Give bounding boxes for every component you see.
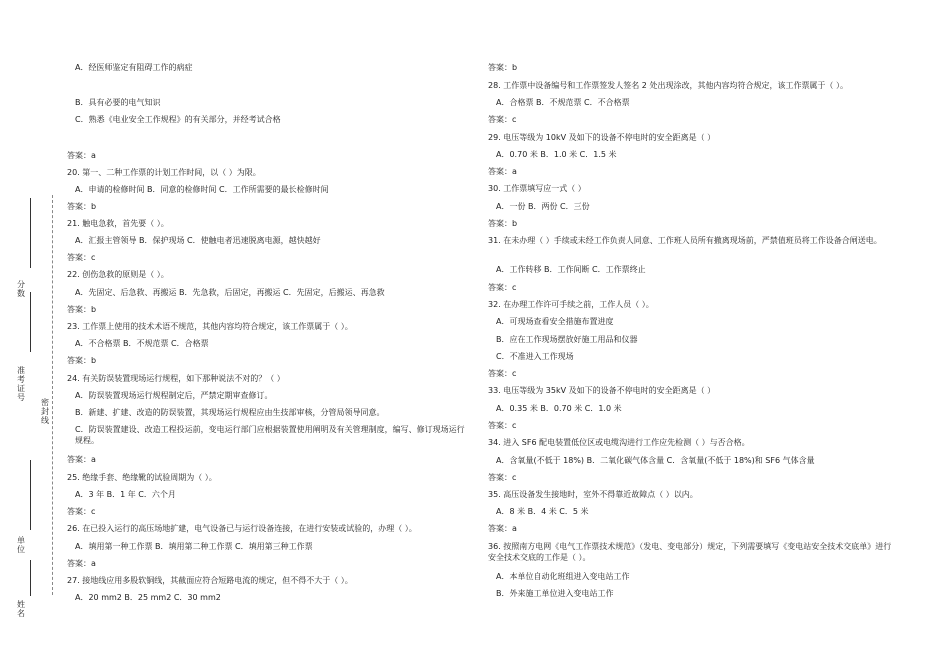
question-36-option-b: B．外来施工单位进入变电站工作 [496, 589, 614, 598]
question-34: 34. 进入 SF6 配电装置低位区或电缆沟进行工作应先检测（ ）与否合格。 [488, 438, 750, 447]
question-34-options: A．含氧量(不低于 18%) B．二氧化碳气体含量 C．含氧量(不低于 18%)和 SF6 气体含量 [496, 456, 815, 465]
question-20: 20. 第一、二种工作票的计划工作时间，以（ ）为限。 [67, 168, 261, 177]
answer: 答案：c [488, 369, 517, 378]
question-32: 32. 在办理工作许可手续之前，工作人员（ ）。 [488, 300, 654, 309]
question-20-options: A．申请的检修时间 B．同意的检修时间 C．工作所需要的最长检修时间 [75, 185, 329, 194]
answer: 答案：c [67, 507, 96, 516]
answer: 答案：a [67, 559, 96, 568]
question-36-option-a: A．本单位自动化班组进入变电站工作 [496, 572, 630, 581]
question-21: 21. 触电急救，首先要（ ）。 [67, 219, 169, 228]
question-24-option-b: B．新建、扩建、改造的防误装置，其现场运行规程应由生技部审核，分管局领导同意。 [75, 408, 385, 417]
question-32-option-c: C．不准进入工作现场 [496, 352, 574, 361]
question-29-options: A．0.70 米 B．1.0 米 C．1.5 米 [496, 150, 617, 159]
question-22: 22. 创伤急救的原则是（ ）。 [67, 270, 169, 279]
unit-underline [30, 460, 31, 530]
answer: 答案：a [67, 455, 96, 464]
question-35-options: A．8 米 B．4 米 C．5 米 [496, 507, 589, 516]
unit-label: 单位 [17, 536, 25, 554]
question-24-option-c: C．防误装置建设、改造工程投运前，变电运行部门应根据装置使用阐明及有关管理制度，编写、修订现场运行规程。 [75, 425, 465, 445]
answer: 答案：a [488, 524, 517, 533]
question-24: 24. 有关防误装置现场运行规程，如下那种说法不对的？（ ） [67, 374, 285, 383]
question-33-options: A．0.35 米 B．0.70 米 C．1.0 米 [496, 404, 622, 413]
answer: 答案：b [67, 305, 97, 314]
question-25: 25. 绝缘手套、绝缘靴的试验周期为（ ）。 [67, 473, 217, 482]
question-30: 30. 工作票填写应一式（ ） [488, 184, 586, 193]
question-29: 29. 电压等级为 10kV 及如下的设备不停电时的安全距离是（ ） [488, 133, 716, 142]
answer: 答案：b [488, 63, 518, 72]
question-26: 26. 在已投入运行的高压场地扩建，电气设备已与运行设备连接，在进行安装或试验的，办理（ ）。 [67, 524, 417, 533]
question-33: 33. 电压等级为 35kV 及如下的设备不停电时的安全距离是（ ） [488, 386, 716, 395]
question-22-options: A．先固定、后急救、再搬运 B．先急救，后固定，再搬运 C．先固定，后搬运、再急救 [75, 288, 385, 297]
answer: 答案：b [67, 202, 97, 211]
question-27-options: A．20 mm2 B．25 mm2 C．30 mm2 [75, 593, 221, 602]
seal-line [52, 195, 53, 595]
answer: 答案：b [488, 219, 518, 228]
binding-margin [0, 0, 60, 672]
option-b: B．具有必要的电气知识 [75, 98, 161, 107]
question-28-options: A．合格票 B．不规范票 C．不合格票 [496, 98, 630, 107]
question-36: 36. 按照南方电网《电气工作票技术规范》（发电、变电部分）规定，下列需要填写《变电站安全技术交底单》进行安全技术交底的工作是（ ）。 [488, 542, 892, 562]
answer: 答案：c [488, 283, 517, 292]
answer: 答案：c [488, 115, 517, 124]
question-23: 23. 工作票上使用的技术术语不规范，其他内容均符合规定，该工作票属于（ ）。 [67, 322, 353, 331]
question-21-options: A．汇报主管领导 B．保护现场 C．使触电者迅速脱离电源，越快越好 [75, 236, 321, 245]
question-28: 28. 工作票中设备编号和工作票签发人签名 2 处出现涂改，其他内容均符合规定，该工作票属于（ ）。 [488, 81, 848, 90]
score-underline [30, 198, 31, 268]
question-31-options: A．工作转移 B．工作间断 C．工作票终止 [496, 265, 646, 274]
question-35: 35. 高压设备发生接地时，室外不得靠近故障点（ ）以内。 [488, 490, 698, 499]
question-27: 27. 接地线应用多股软铜线，其截面应符合短路电流的规定，但不得不大于（ ）。 [67, 576, 353, 585]
answer: 答案：a [67, 151, 96, 160]
score-label: 分数 [17, 280, 25, 298]
exam-id-label: 准考证号 [17, 366, 25, 402]
question-30-options: A．一份 B．两份 C．三份 [496, 202, 590, 211]
option-c: C．熟悉《电业安全工作规程》的有关部分，并经考试合格 [75, 115, 281, 124]
name-underline [30, 560, 31, 596]
answer: 答案：a [488, 167, 517, 176]
question-31: 31. 在未办理（ ）手续或未经工作负责人同意、工作班人员所有撤离现场前，严禁值班员将工作设备合闸送电。 [488, 236, 882, 245]
answer: 答案：c [488, 473, 517, 482]
answer: 答案：b [67, 356, 97, 365]
answer: 答案：c [488, 421, 517, 430]
question-32-option-b: B．应在工作现场摆放好施工用品和仪器 [496, 335, 638, 344]
name-label: 姓名 [17, 600, 25, 618]
exam-id-underline [30, 292, 31, 352]
question-25-options: A．3 年 B．1 年 C．六个月 [75, 490, 176, 499]
option-a: A．经医师鉴定有阻碍工作的病症 [75, 63, 193, 72]
seal-label: 密封线 [41, 398, 49, 425]
question-32-option-a: A．可现场查看安全措施布置进度 [496, 317, 614, 326]
question-23-options: A．不合格票 B．不规范票 C．合格票 [75, 339, 209, 348]
question-24-option-a: A．防误装置现场运行规程制定后，严禁定期审查修订。 [75, 391, 273, 400]
answer: 答案：c [67, 253, 96, 262]
question-26-options: A．填用第一种工作票 B．填用第二种工作票 C．填用第三种工作票 [75, 542, 313, 551]
